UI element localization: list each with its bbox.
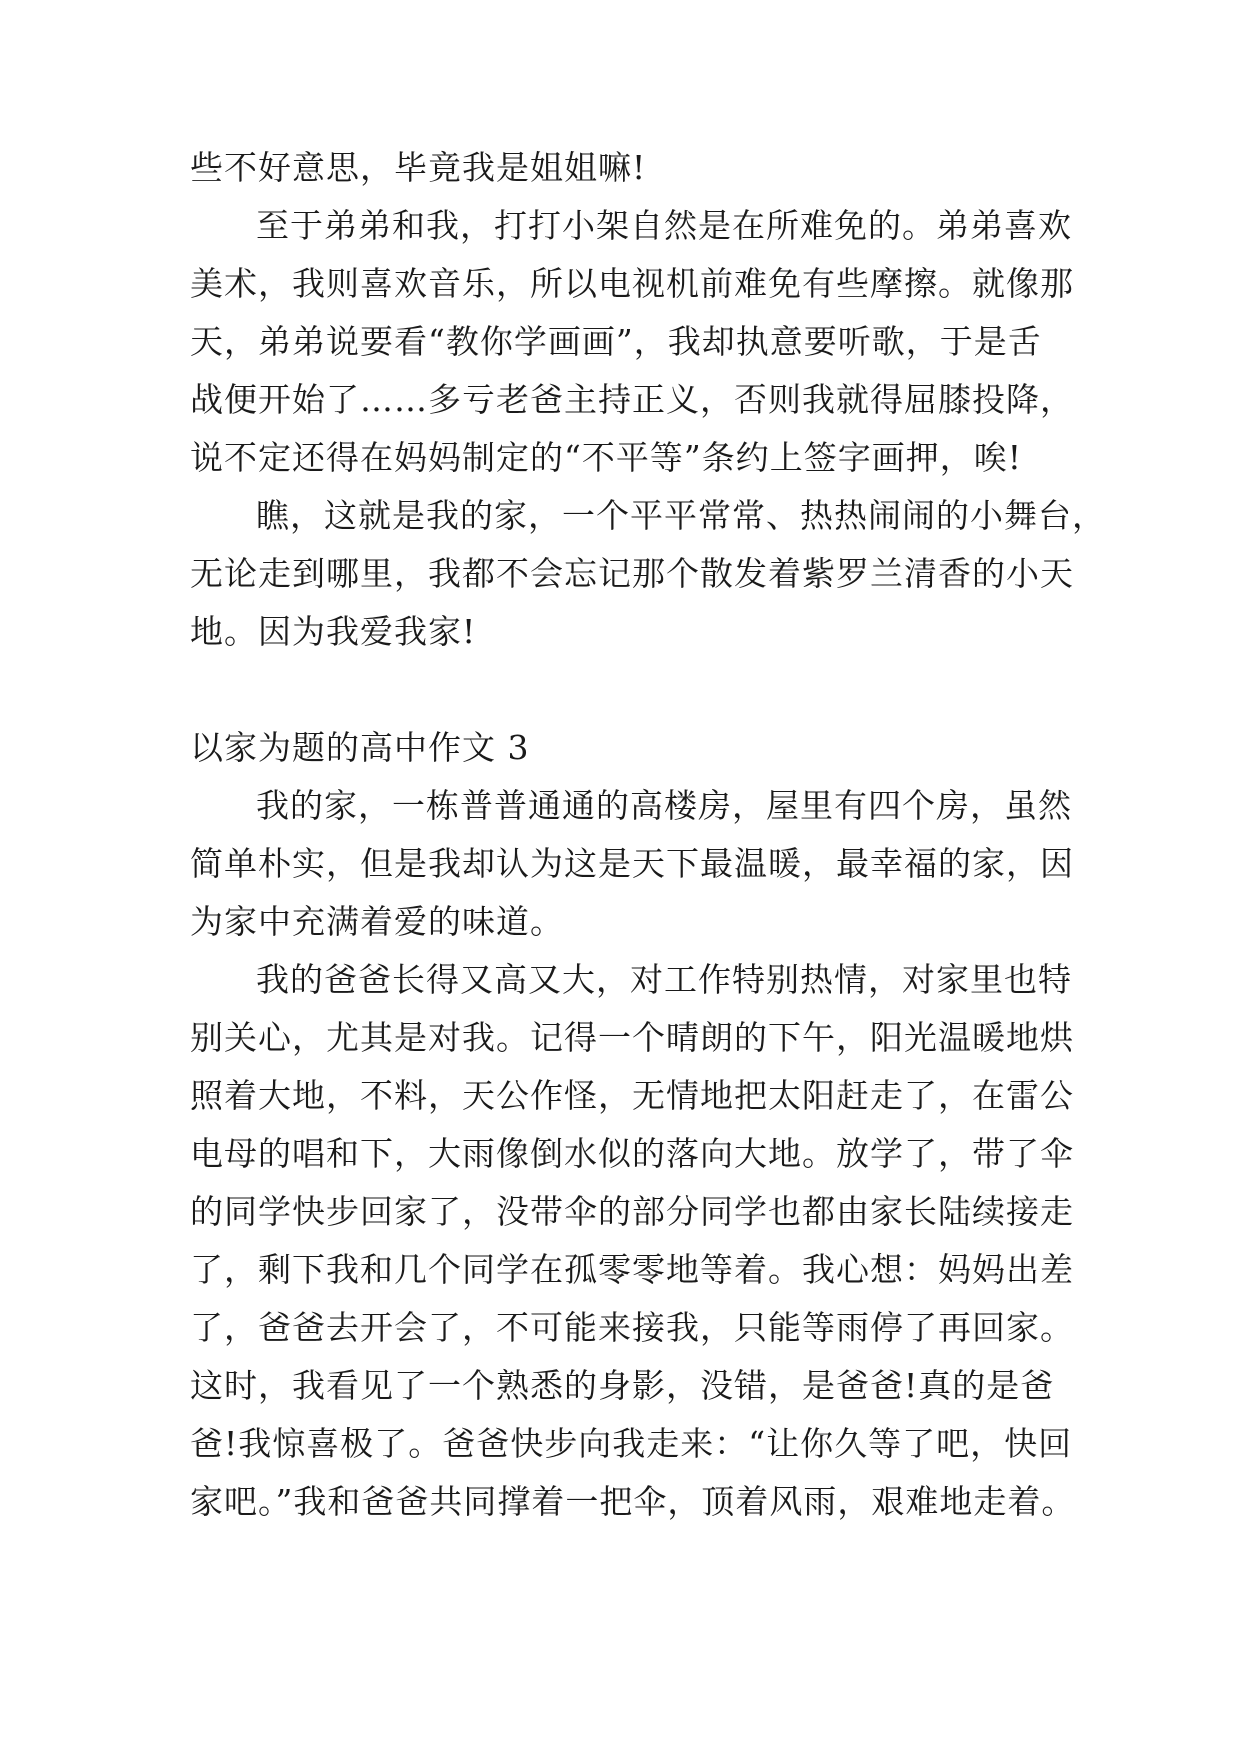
text-line: 了，剩下我和几个同学在孤零零地等着。我心想：妈妈出差 xyxy=(190,1250,1074,1289)
text-line: 的同学快步回家了，没带伞的部分同学也都由家长陆续接走 xyxy=(190,1192,1074,1231)
text-line: 照着大地，不料，天公作怪，无情地把太阳赶走了，在雷公 xyxy=(190,1076,1074,1115)
text-line: 家吧。”我和爸爸共同撑着一把伞，顶着风雨，艰难地走着。 xyxy=(190,1482,1076,1521)
text-line: 爸!我惊喜极了。爸爸快步向我走来：“让你久等了吧，快回 xyxy=(190,1424,1073,1463)
text-line: 为家中充满着爱的味道。 xyxy=(190,902,564,941)
section-heading: 以家为题的高中作文 3 xyxy=(190,728,530,767)
text-line: 战便开始了……多亏老爸主持正义，否则我就得屈膝投降， xyxy=(190,380,1074,419)
text-line: 无论走到哪里，我都不会忘记那个散发着紫罗兰清香的小天 xyxy=(190,554,1074,593)
text-line: 别关心，尤其是对我。记得一个晴朗的下午，阳光温暖地烘 xyxy=(190,1018,1074,1057)
text-line: 简单朴实，但是我却认为这是天下最温暖，最幸福的家，因 xyxy=(190,844,1074,883)
text-line: 这时，我看见了一个熟悉的身影，没错，是爸爸!真的是爸 xyxy=(190,1366,1055,1405)
paragraph-first-line: 至于弟弟和我，打打小架自然是在所难免的。弟弟喜欢 xyxy=(256,206,1072,245)
text-line: 些不好意思，毕竟我是姐姐嘛! xyxy=(190,148,647,187)
paragraph-first-line: 我的爸爸长得又高又大，对工作特别热情，对家里也特 xyxy=(256,960,1072,999)
text-line: 说不定还得在妈妈制定的“不平等”条约上签字画押，唉! xyxy=(190,438,1023,477)
text-line: 美术，我则喜欢音乐，所以电视机前难免有些摩擦。就像那 xyxy=(190,264,1074,303)
paragraph-first-line: 我的家，一栋普普通通的高楼房，屋里有四个房，虽然 xyxy=(256,786,1072,825)
text-line: 地。因为我爱我家! xyxy=(190,612,477,651)
paragraph-first-line: 瞧，这就是我的家，一个平平常常、热热闹闹的小舞台， xyxy=(256,496,1106,535)
text-line: 天，弟弟说要看“教你学画画”，我却执意要听歌，于是舌 xyxy=(190,322,1042,361)
text-line: 电母的唱和下，大雨像倒水似的落向大地。放学了，带了伞 xyxy=(190,1134,1074,1173)
text-line: 了，爸爸去开会了，不可能来接我，只能等雨停了再回家。 xyxy=(190,1308,1074,1347)
